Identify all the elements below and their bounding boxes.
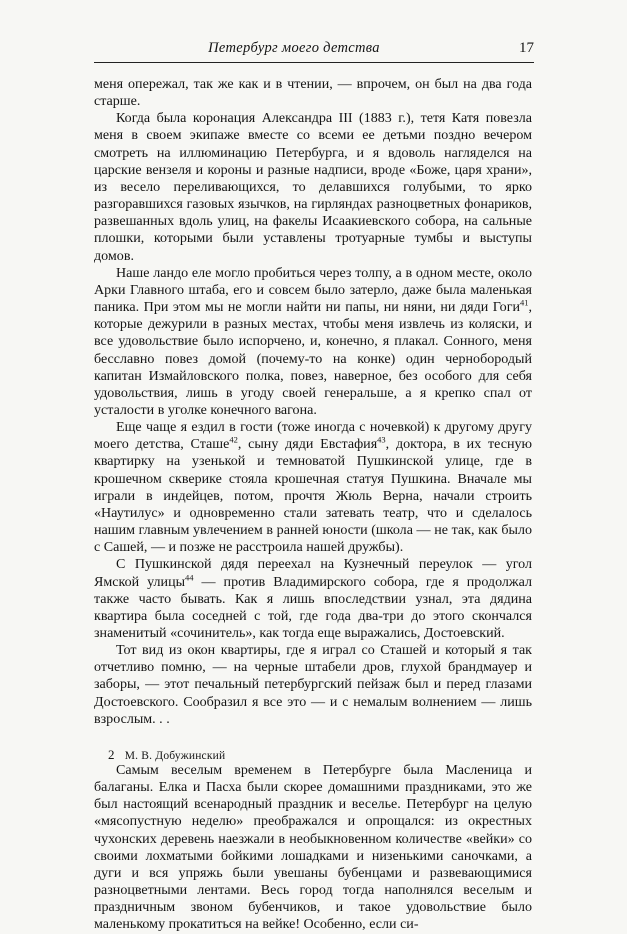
- paragraph-4-part-b: , сыну дяди Евстафия: [237, 436, 378, 453]
- footnote-ref-42: 42: [229, 434, 238, 445]
- paragraph-1: меня опережал, так же как и в чтении, — впрочем, он был на два года старше.: [94, 76, 532, 110]
- paragraph-3-part-a: Наше ландо еле могло пробиться через толпу, а в одном месте, около Арки Главного штаба, его и совсем было затерло, даже была маленькая паника. При этом мы не могли найти ни папы, ни няни, ни дяди Гоги: [94, 264, 532, 316]
- paragraph-4-part-a: Еще чаще я ездил в гости (тоже иногда с ночевкой) к другому другу моего детства, Сташе: [94, 419, 532, 453]
- footer-author: М. В. Добужинский: [124, 750, 226, 762]
- signature-mark: 2: [108, 747, 115, 762]
- running-title: Петербург моего детства: [208, 40, 380, 56]
- paragraph-6: Тот вид из окон квартиры, где я играл со Сташей и который я так отчетливо помню, — на черные штабели дров, глухой брандмауер и заборы, — этот печальный петербургский пейзаж был и перед глазами Достоевского. Сообразил я все это — и с немалым волнением — лишь взрослым. . .: [94, 642, 532, 727]
- paragraph-5-part-b: — против Владимирского собора, где я продолжал также часто бывать. Как я лишь впоследствии узнал, эта дядина квартира была соседней с той, где года два-три до этого скончался знаменитый «сочинитель», как тогда еще выражались, Достоевский.: [94, 573, 533, 641]
- page-footer: [108, 747, 225, 763]
- footnote-ref-43: 43: [377, 434, 386, 445]
- footnote-ref-44: 44: [185, 571, 194, 582]
- footnote-ref-41: 41: [519, 297, 529, 308]
- paragraph-5: [94, 556, 532, 642]
- paragraph-2: Когда была коронация Александра III (1883 г.), тетя Катя повезла меня в своем экипаже вместе со всеми ее детьми поздно вечером смотреть на иллюминацию Петербурга, и я вдоволь нагляделся на царские вензеля и короны и разные надписи, вроде «Боже, царя храни», из весело переливающихся, то делавшихся голубыми, то ярко разгоравшихся газовых язычков, на гирляндах разноцветных фонариков, развешанных вдоль улиц, на факелы Исаакиевского собора, на сальные плошки, которыми были уставлены тротуарные тумбы и выступы домов.: [94, 110, 532, 264]
- paragraph-4: [94, 419, 532, 556]
- paragraph-3-part-b: , которые дежурили в разных местах, чтобы меня извлечь из коляски, и все удовольствие было испорчено, и, конечно, я плакал. Сонного, меня бесславно повез домой (почему-то на конке) один чернобородый капитан Измайловского полка, повез, наверное, без особого для себя удовольствия, лишь в угоду своей генеральше, а я крепко спал от усталости в уголке конечного вагона.: [94, 299, 532, 418]
- paragraph-3: [94, 265, 532, 419]
- paragraph-5-part-a: С Пушкинской дядя переехал на Кузнечный переулок — угол Ямской улицы: [94, 556, 532, 590]
- page-header: [94, 40, 534, 66]
- header-rule: [94, 62, 534, 63]
- page-number: 17: [519, 40, 534, 56]
- body-text: [94, 76, 532, 934]
- paragraph-7: Самым веселым временем в Петербурге была Масленица и балаганы. Елка и Пасха были скорее домашними праздниками, это же был настоящий всенародный праздник и веселье. Петербург на целую «мясопустную неделю» преображался и опрощался: из окрестных чухонских деревень наезжали в необыкновенном количестве «вейки» со своими лохматыми бойкими лошадками и низенькими саночками, а дуги и вся упряжь были увешаны бубенцами и развевающимися разноцветными лентами. Весь город тогда наполнялся веселым и праздничным звоном бубенчиков, и такое удовольствие было маленькому прокатиться на вейке! Особенно, если си-: [94, 761, 532, 933]
- paragraph-4-part-c: , доктора, в их тесную квартирку на узенькой и темноватой Пушкинской улице, где в крошечном скверике стояла крошечная статуя Пушкина. Вначале мы играли в индейцев, потом, прочтя Жюль Верна, начали строить «Наутилус» и одновременно стали затевать театр, что и сделалось нашим главным увлечением в ранней юности (школа — не так, как было с Сашей, — и позже не расстроила нашей дружбы).: [94, 436, 532, 556]
